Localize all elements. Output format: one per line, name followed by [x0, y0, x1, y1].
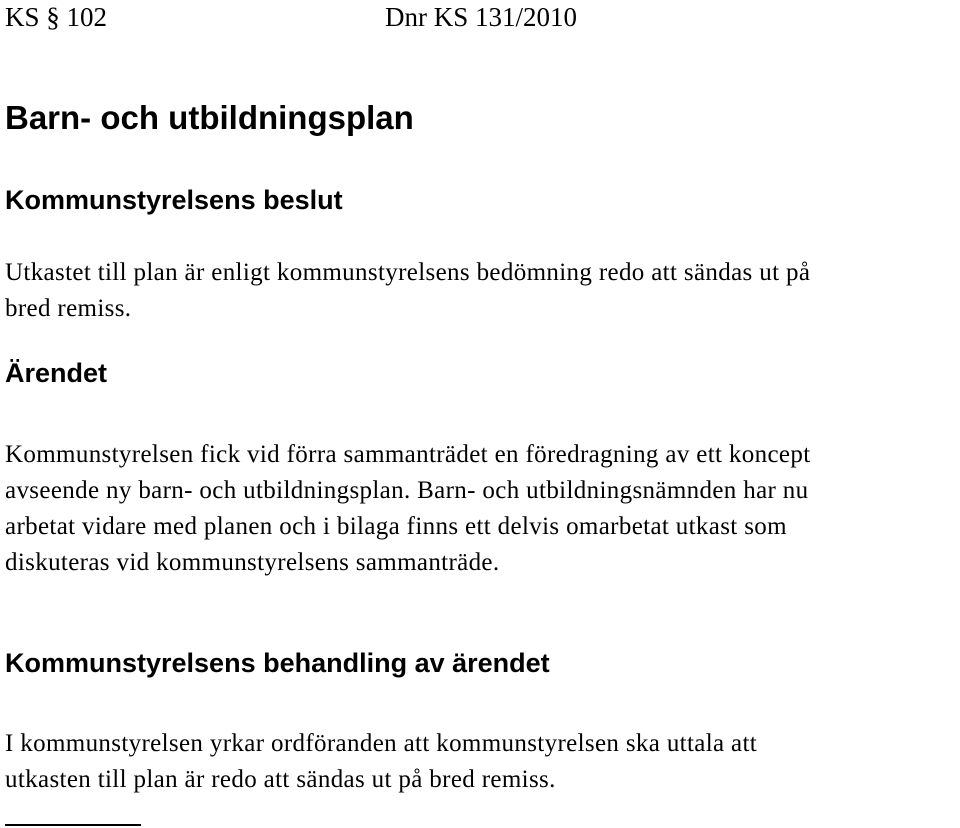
matter-line: avseende ny barn- och utbildningsplan. Barn- och utbildningsnämnden har nu: [5, 477, 809, 504]
decision-line: Utkastet till plan är enligt kommunstyrelsens bedömning redo att sändas ut på: [5, 259, 811, 286]
document-header: [5, 0, 955, 34]
handling-line: I kommunstyrelsen yrkar ordföranden att kommunstyrelsen ska uttala att: [5, 730, 758, 757]
case-number: Dnr KS 131/2010: [385, 2, 578, 32]
document-title: Barn- och utbildningsplan: [5, 99, 414, 136]
footer-separator-line: [5, 824, 141, 826]
handling-heading: Kommunstyrelsens behandling av ärendet: [5, 648, 550, 678]
matter-line: arbetat vidare med planen och i bilaga finns ett delvis omarbetat utkast som: [5, 513, 787, 540]
matter-line: Kommunstyrelsen fick vid förra sammanträdet en föredragning av ett koncept: [5, 441, 811, 468]
matter-heading: Ärendet: [5, 358, 108, 388]
decision-heading: Kommunstyrelsens beslut: [5, 185, 343, 215]
matter-line: diskuteras vid kommunstyrelsens sammanträde.: [5, 549, 500, 576]
handling-paragraph: [5, 726, 960, 798]
handling-line: utkasten till plan är redo att sändas ut på bred remiss.: [5, 766, 556, 793]
section-number: KS § 102: [5, 2, 108, 32]
decision-paragraph: [5, 255, 960, 327]
decision-line: bred remiss.: [5, 295, 132, 322]
matter-paragraph: [5, 437, 960, 581]
